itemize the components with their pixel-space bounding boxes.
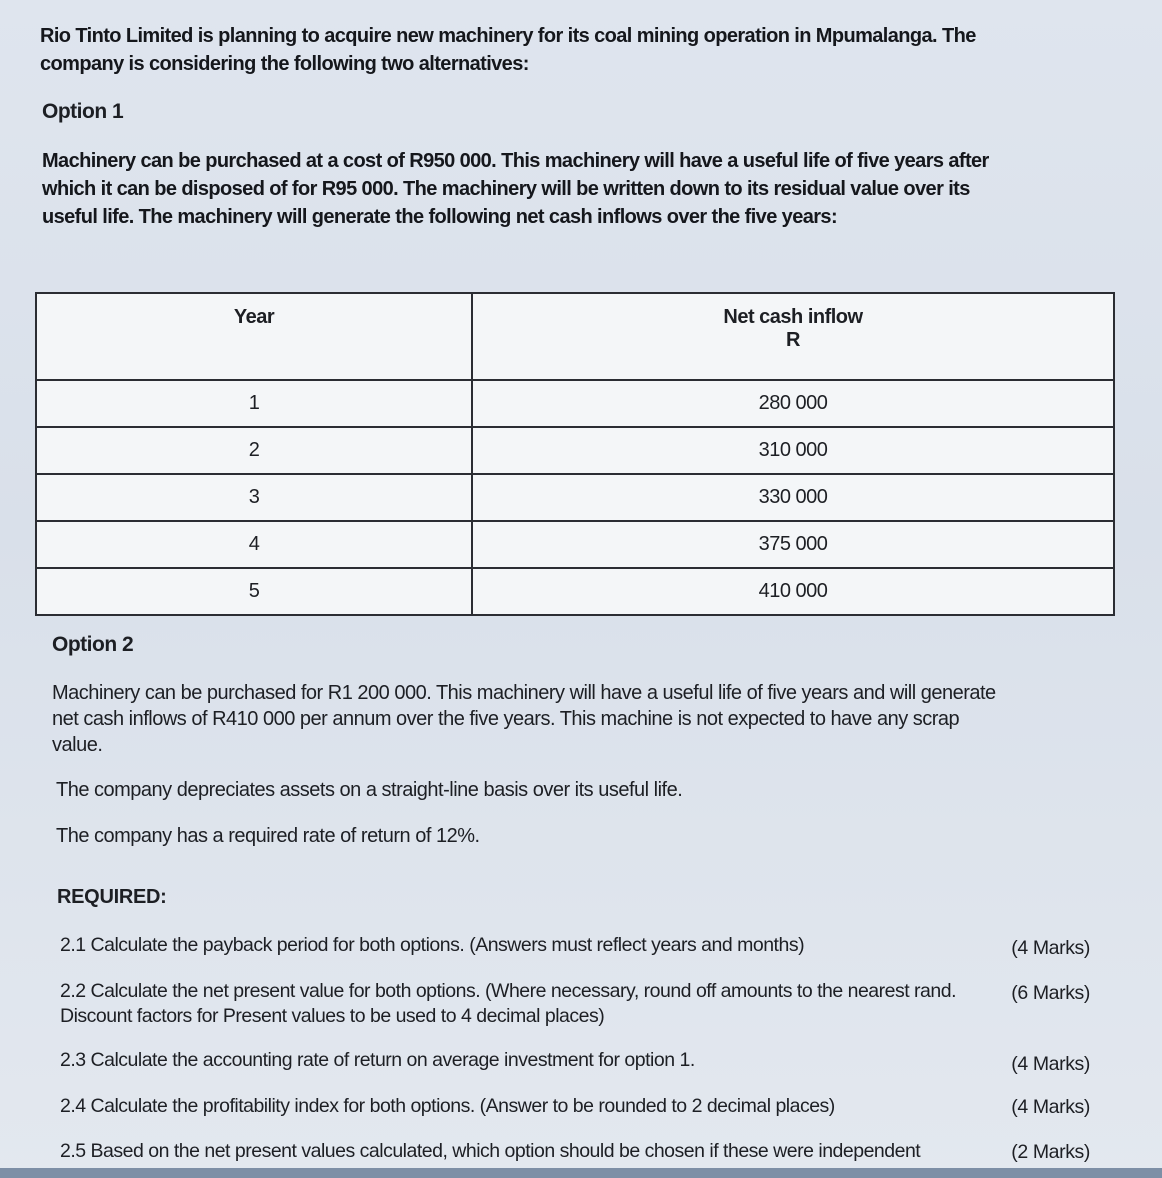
table-row xyxy=(36,427,1114,474)
intro-paragraph: Rio Tinto Limited is planning to acquire new machinery for its coal mining operation in Mpumalanga. The company is considering the following two alternatives: xyxy=(40,25,976,75)
inflow-cell: 330 000 xyxy=(472,474,1114,521)
requirement-2-4: 2.4 Calculate the profitability index for both options. (Answer to be rounded to 2 decimal places) xyxy=(60,1095,835,1117)
inflow-cell: 280 000 xyxy=(472,380,1114,427)
option2-heading: Option 2 xyxy=(52,633,134,656)
table-row xyxy=(36,568,1114,615)
table-row xyxy=(36,380,1114,427)
inflow-cell: 410 000 xyxy=(472,568,1114,615)
year-cell: 5 xyxy=(36,568,472,615)
requirement-2-2: 2.2 Calculate the net present value for both options. (Where necessary, round off amounts to the nearest rand. Discount factors for Present values to be used to 4 decimal places) xyxy=(60,980,957,1027)
year-cell: 1 xyxy=(36,380,472,427)
required-rate-note: The company has a required rate of return of 12%. xyxy=(56,825,480,847)
year-cell: 3 xyxy=(36,474,472,521)
marks-2-3: (4 Marks) xyxy=(1011,1053,1090,1075)
inflow-column-header xyxy=(472,293,1114,380)
depreciation-note: The company depreciates assets on a straight-line basis over its useful life. xyxy=(56,779,683,801)
year-column-header: Year xyxy=(36,293,472,380)
inflow-header-label: Net cash inflow xyxy=(723,306,863,328)
requirement-2-5: 2.5 Based on the net present values calculated, which option should be chosen if these were independent xyxy=(60,1140,921,1162)
cash-inflow-table xyxy=(35,292,1115,616)
option1-description: Machinery can be purchased at a cost of R950 000. This machinery will have a useful life of five years after which it can be disposed of for R95 000. The machinery will be written down to its residual value over its useful life. The machinery will generate the following net cash inflows over the five years: xyxy=(42,150,989,228)
marks-2-1: (4 Marks) xyxy=(1011,937,1090,959)
required-heading: REQUIRED: xyxy=(57,886,167,908)
option1-heading: Option 1 xyxy=(42,100,124,123)
marks-2-2: (6 Marks) xyxy=(1011,982,1090,1004)
screen-bottom-edge xyxy=(0,1168,1162,1178)
requirement-2-1: 2.1 Calculate the payback period for both options. (Answers must reflect years and months) xyxy=(60,934,805,956)
option2-description: Machinery can be purchased for R1 200 000. This machinery will have a useful life of five years and will generate net cash inflows of R410 000 per annum over the five years. This machine is not expected to have any scrap value. xyxy=(52,682,996,756)
table-row xyxy=(36,474,1114,521)
year-cell: 4 xyxy=(36,521,472,568)
inflow-header-unit: R xyxy=(786,329,800,351)
marks-2-4: (4 Marks) xyxy=(1011,1096,1090,1118)
table-header-row xyxy=(36,293,1114,380)
inflow-cell: 310 000 xyxy=(472,427,1114,474)
table-row xyxy=(36,521,1114,568)
requirement-2-3: 2.3 Calculate the accounting rate of return on average investment for option 1. xyxy=(60,1049,695,1071)
inflow-cell: 375 000 xyxy=(472,521,1114,568)
marks-2-5: (2 Marks) xyxy=(1011,1141,1090,1163)
year-cell: 2 xyxy=(36,427,472,474)
